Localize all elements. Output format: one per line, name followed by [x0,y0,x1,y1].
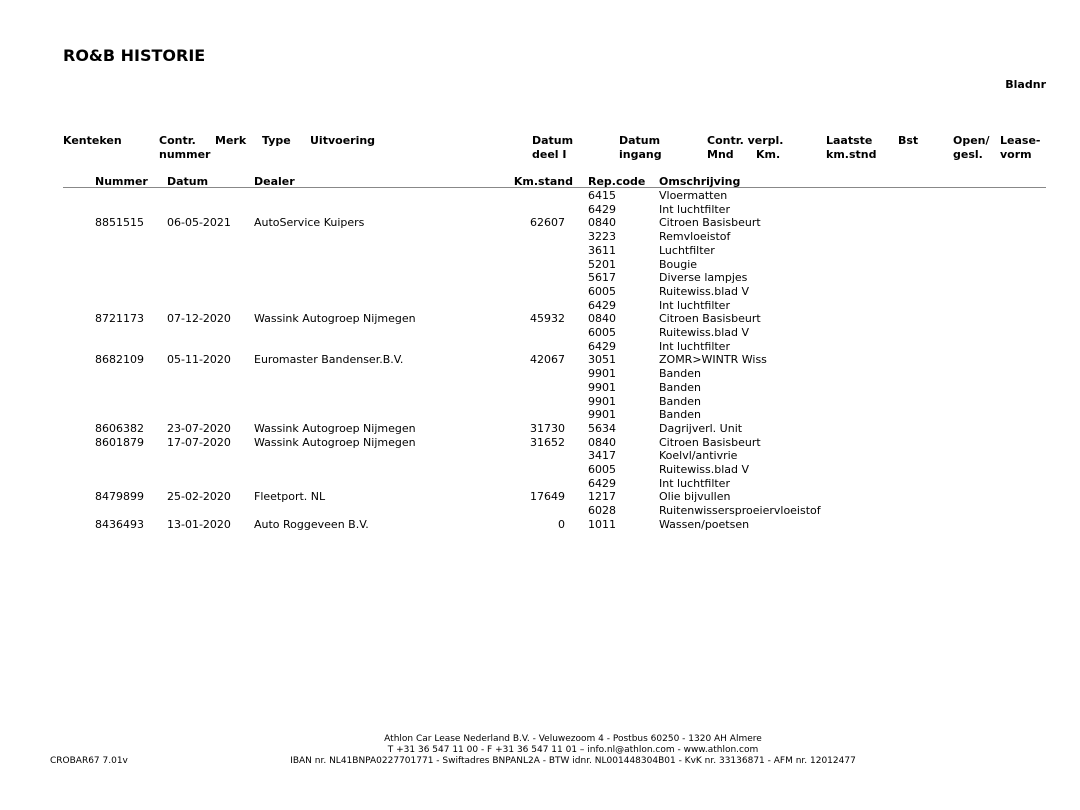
row-repcode: 6429 [588,298,616,312]
row-repcode: 9901 [588,380,616,394]
table-row [0,230,1080,244]
row-omschrijving: Banden [659,367,701,381]
header-contr-verpl: Contr. verpl. [707,134,784,147]
table-row [0,422,1080,436]
header-datum-deel-line1: Datum [532,134,574,147]
row-omschrijving: Diverse lampjes [659,271,748,285]
header-leasevorm [1000,134,1040,162]
table-row [0,299,1080,313]
row-nummer: 8851515 [95,216,144,230]
row-omschrijving: Koelvl/antivrie [659,449,738,463]
table-row [0,189,1080,203]
row-dealer: Wassink Autogroep Nijmegen [254,312,416,326]
column-omschrijving: Omschrijving [659,175,741,188]
table-row [0,244,1080,258]
row-datum: 07-12-2020 [167,312,231,326]
row-kmstand: 31730 [530,421,565,435]
table-row [0,216,1080,230]
table-row [0,449,1080,463]
row-omschrijving: Dagrijverl. Unit [659,421,743,435]
row-repcode: 3051 [588,353,616,367]
column-kmstand: Km.stand [513,175,573,188]
row-omschrijving: Ruitewiss.blad V [659,284,750,298]
row-nummer: 8606382 [95,421,144,435]
row-repcode: 9901 [588,367,616,381]
row-repcode: 6005 [588,463,616,476]
header-merk: Merk [215,134,247,147]
row-repcode: 0840 [588,216,616,230]
table-row [0,353,1080,367]
header-datum-ingang-line2: ingang [619,148,662,161]
row-datum: 05-11-2020 [167,353,231,367]
row-omschrijving: Luchtfilter [659,243,715,257]
row-omschrijving: ZOMR>WINTR Wiss [659,353,767,367]
header-contr-nummer [159,134,210,162]
table-row [0,518,1080,532]
row-repcode: 9901 [588,394,616,408]
header-laatste-line1: Laatste [826,134,873,147]
row-kmstand: 17649 [530,490,565,504]
header-lease-line2: vorm [1000,148,1032,161]
row-repcode: 6005 [588,284,616,298]
header-datum-deel-line2: deel I [532,148,567,161]
header-open-gesl [953,134,990,162]
table-row [0,285,1080,299]
row-repcode: 3223 [588,230,616,244]
footer-form-code: CROBAR67 7.01v [50,756,128,766]
row-repcode: 6429 [588,476,616,490]
header-open-line1: Open/ [953,134,990,147]
row-kmstand: 0 [558,517,565,531]
row-dealer: Wassink Autogroep Nijmegen [254,435,416,449]
row-omschrijving: Banden [659,408,701,422]
row-kmstand: 31652 [530,435,565,449]
header-contr-line1: Contr. [159,134,196,147]
row-nummer: 8721173 [95,312,144,326]
table-row [0,258,1080,272]
header-type: Type [262,134,291,147]
row-omschrijving: Int luchtfilter [659,202,730,216]
row-omschrijving: Vloermatten [659,189,728,202]
header-km: Km. [756,148,781,161]
header-datum-ingang-line1: Datum [619,134,661,147]
header-datum-ingang [619,134,662,162]
row-omschrijving: Olie bijvullen [659,490,731,504]
row-omschrijving: Citroen Basisbeurt [659,312,761,326]
header-datum-deel [532,134,573,162]
table-row [0,326,1080,340]
row-repcode: 0840 [588,312,616,326]
row-dealer: Auto Roggeveen B.V. [254,517,369,531]
row-datum: 13-01-2020 [167,517,231,531]
row-nummer: 8601879 [95,435,144,449]
row-omschrijving: Ruitewiss.blad V [659,326,750,339]
row-repcode: 5617 [588,271,616,285]
row-omschrijving: Banden [659,380,701,394]
bladnr-label: Bladnr [1005,78,1046,91]
row-repcode: 1217 [588,490,616,504]
row-repcode: 5201 [588,257,616,271]
column-datum: Datum [167,175,209,188]
row-omschrijving: Ruitewiss.blad V [659,463,750,476]
row-dealer: Wassink Autogroep Nijmegen [254,421,416,435]
footer-bank: IBAN nr. NL41BNPA0227701771 - Swiftadres BNPANL2A - BTW idnr. NL001448304B01 - KvK nr. 33136871 - AFM nr. 12012477 [290,756,856,766]
row-kmstand: 42067 [530,353,565,367]
row-nummer: 8682109 [95,353,144,367]
header-contr-line2: nummer [159,148,211,161]
header-kenteken: Kenteken [63,134,122,147]
row-dealer: Fleetport. NL [254,490,326,504]
row-nummer: 8479899 [95,490,144,504]
row-omschrijving: Remvloeistof [659,230,731,244]
row-repcode: 5634 [588,421,616,435]
table-row [0,271,1080,285]
header-laatste [826,134,876,162]
row-repcode: 6415 [588,189,616,202]
table-row [0,203,1080,217]
row-nummer: 8436493 [95,517,144,531]
row-repcode: 6429 [588,339,616,353]
table-row [0,312,1080,326]
header-mnd: Mnd [707,148,734,161]
table-row [0,381,1080,395]
row-datum: 06-05-2021 [167,216,231,230]
header-open-line2: gesl. [953,148,983,161]
row-omschrijving: Citroen Basisbeurt [659,435,761,449]
column-repcode: Rep.code [588,175,646,188]
table-row [0,504,1080,518]
footer-contact: T +31 36 547 11 00 - F +31 36 547 11 01 – info.nl@athlon.com - www.athlon.com [387,745,759,755]
row-omschrijving: Citroen Basisbeurt [659,216,761,230]
row-omschrijving: Int luchtfilter [659,298,730,312]
page-title: RO&B HISTORIE [63,46,206,65]
row-repcode: 1011 [588,517,616,531]
row-repcode: 6005 [588,326,616,339]
row-datum: 17-07-2020 [167,435,231,449]
table-row [0,463,1080,477]
row-dealer: AutoService Kuipers [254,216,365,230]
row-omschrijving: Int luchtfilter [659,339,730,353]
row-repcode: 6429 [588,202,616,216]
row-kmstand: 45932 [530,312,565,326]
column-dealer: Dealer [254,175,295,188]
table-row [0,408,1080,422]
header-divider [63,187,1046,188]
table-row [0,367,1080,381]
column-nummer: Nummer [95,175,148,188]
row-omschrijving: Int luchtfilter [659,476,730,490]
header-bst: Bst [898,134,919,147]
header-uitvoering: Uitvoering [310,134,376,147]
row-omschrijving: Banden [659,394,701,408]
row-omschrijving: Bougie [659,257,698,271]
table-row [0,340,1080,354]
table-row [0,395,1080,409]
row-omschrijving: Wassen/poetsen [659,517,750,531]
table-row [0,477,1080,491]
row-datum: 25-02-2020 [167,490,231,504]
footer-address: Athlon Car Lease Nederland B.V. - Veluwezoom 4 - Postbus 60250 - 1320 AH Almere [384,734,762,744]
row-repcode: 3611 [588,243,616,257]
row-dealer: Euromaster Bandenser.B.V. [254,353,404,367]
table-row [0,436,1080,450]
row-repcode: 6028 [588,504,616,518]
row-datum: 23-07-2020 [167,421,231,435]
header-lease-line1: Lease- [1000,134,1041,147]
table-row [0,490,1080,504]
row-kmstand: 62607 [530,216,565,230]
row-repcode: 3417 [588,449,616,463]
row-repcode: 0840 [588,435,616,449]
row-omschrijving: Ruitenwissersproeiervloeistof [659,504,821,518]
header-laatste-line2: km.stnd [826,148,877,161]
row-repcode: 9901 [588,408,616,422]
